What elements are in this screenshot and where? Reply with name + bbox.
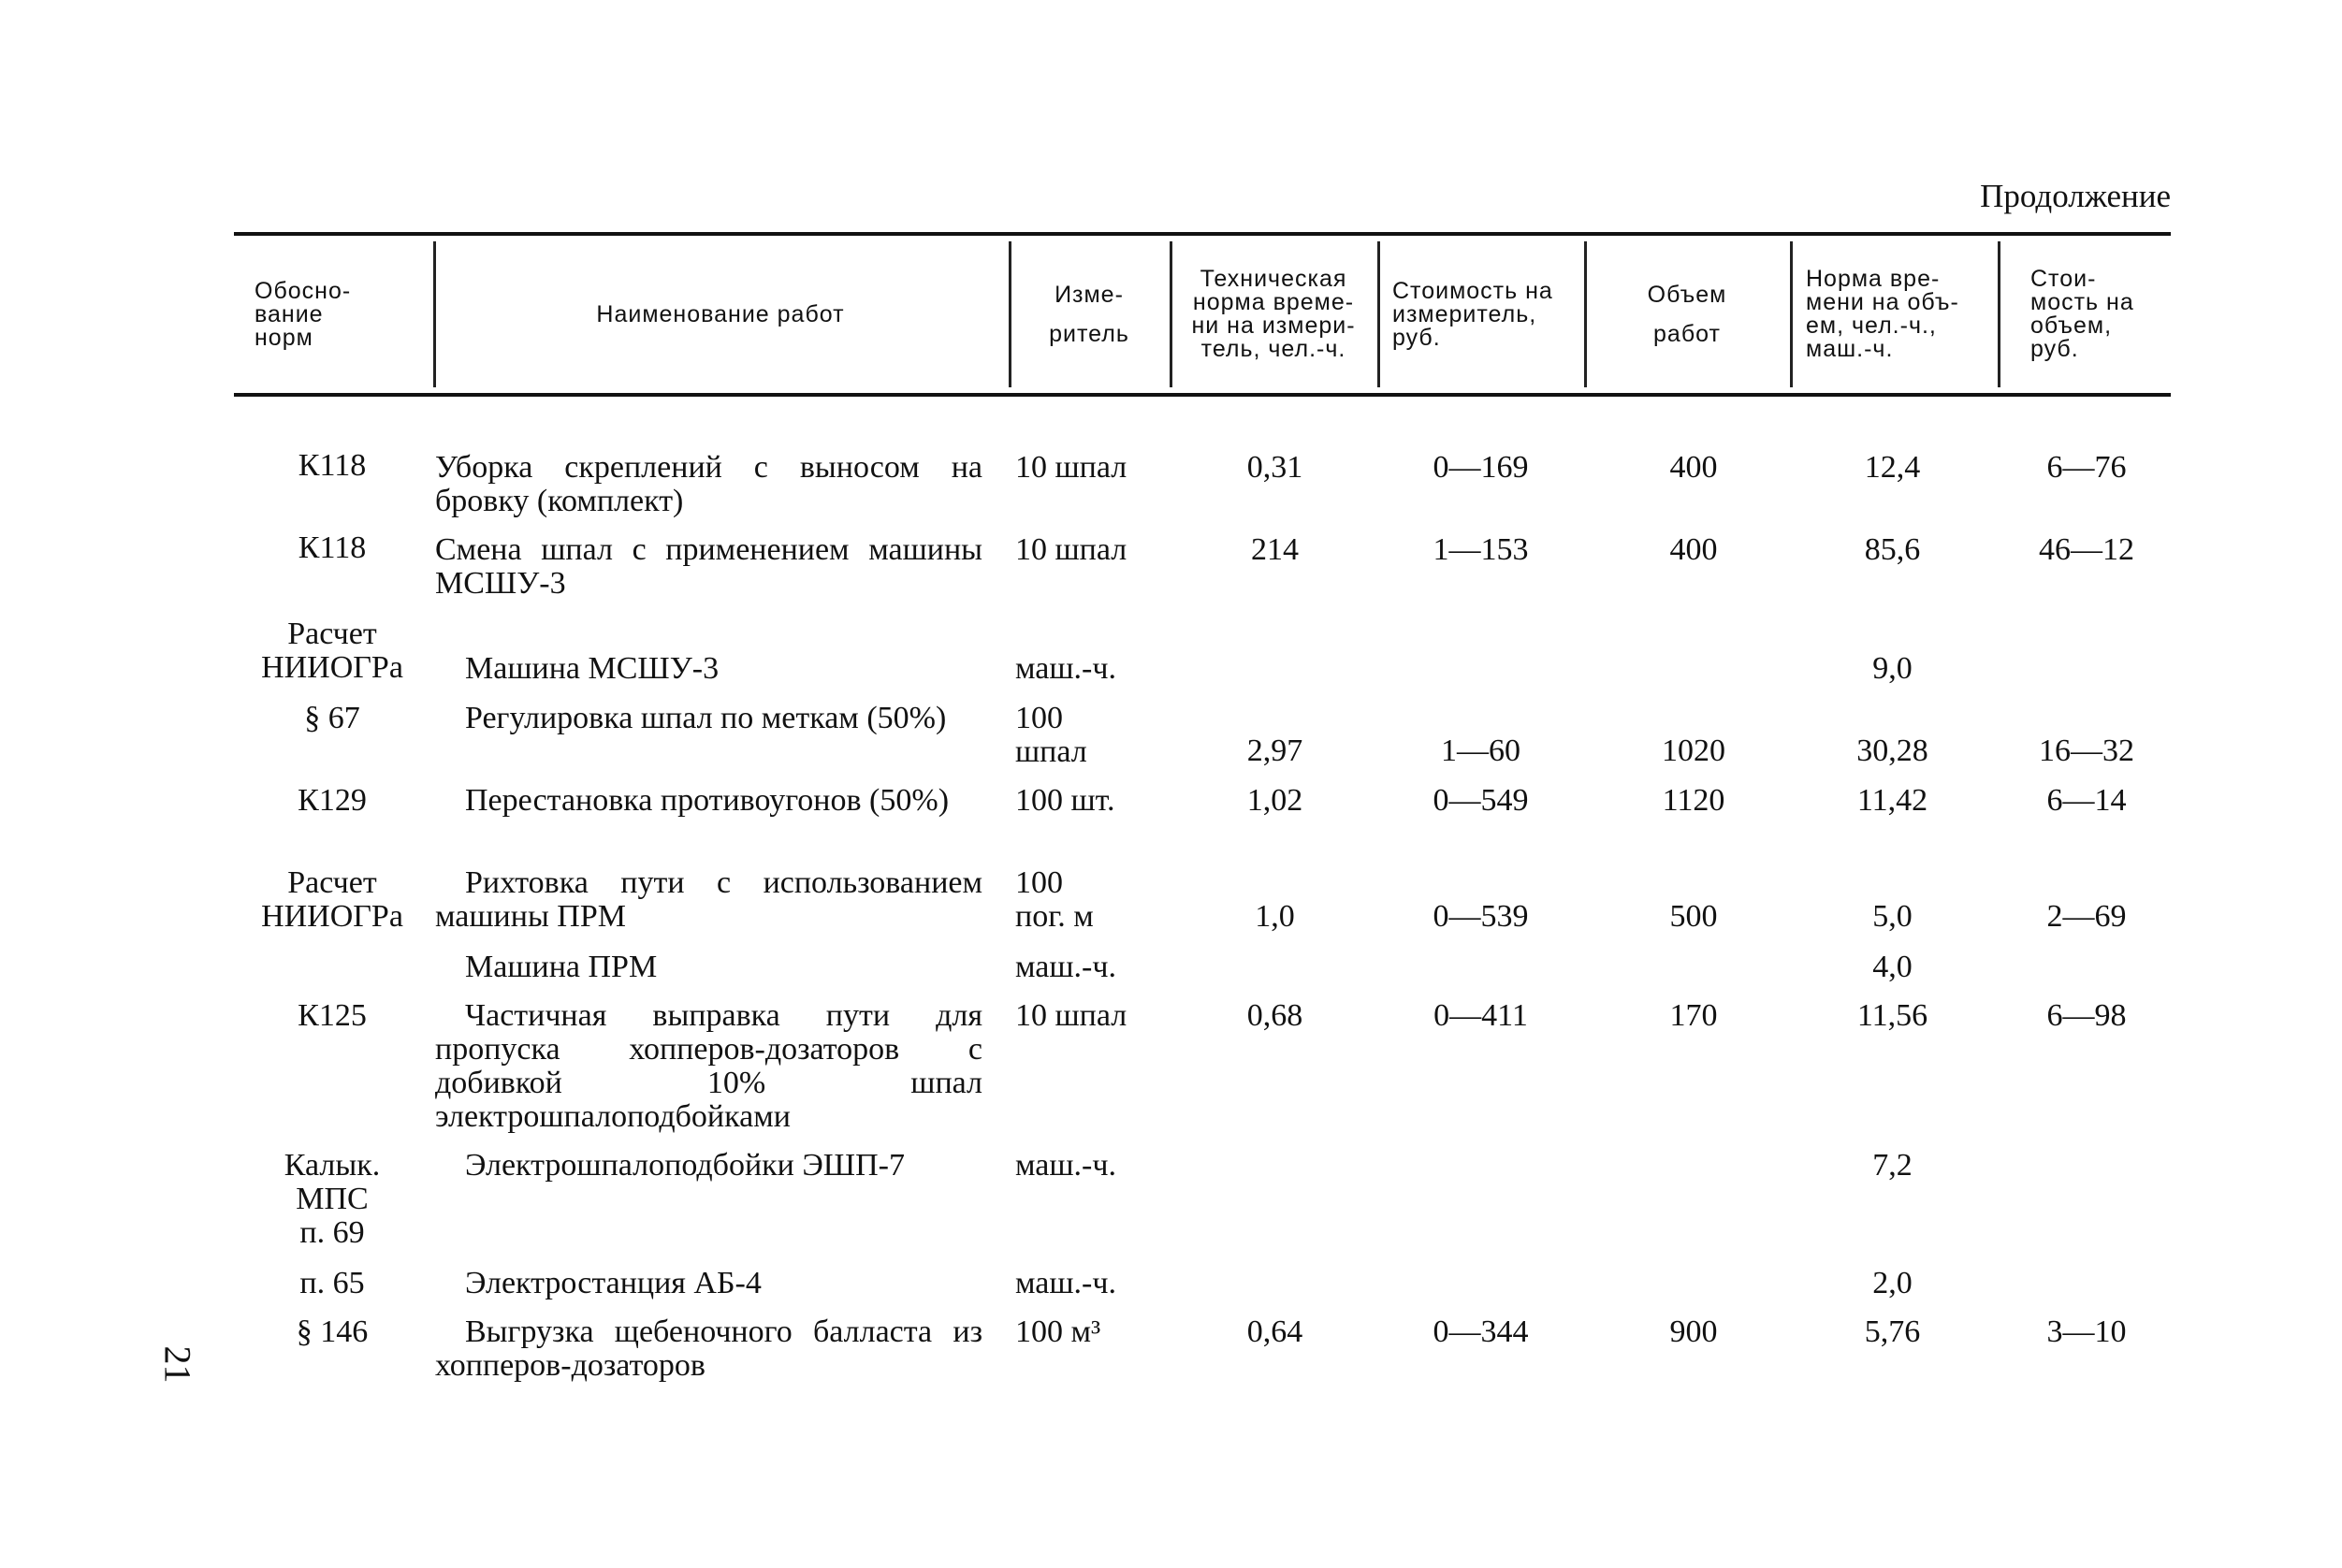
row-time-norm: 30,28	[1856, 733, 1928, 768]
header-cost-volume: Стои- мость на объем, руб.	[2030, 266, 2134, 362]
row-cost-per-unit: 0—169	[1433, 450, 1529, 485]
row-time-norm: 5,76	[1864, 1314, 1921, 1349]
row-time-norm: 7,2	[1872, 1148, 1913, 1183]
row-basis: К118	[298, 448, 367, 483]
row-time-norm: 2,0	[1872, 1266, 1913, 1300]
row-cost-per-unit: 0—539	[1433, 899, 1529, 934]
header-cost-per-unit: Стоимость на измеритель, руб.	[1392, 277, 1553, 351]
row-cost-volume: 2—69	[2046, 899, 2127, 934]
row-volume: 170	[1669, 998, 1718, 1033]
header-time-norm-volume: Норма вре- мени на объ- ем, чел.-ч., маш.-ч.	[1806, 266, 1959, 362]
row-unit: 10 шпал	[1015, 450, 1127, 485]
row-tech-norm: 2,97	[1246, 733, 1303, 768]
row-cost-volume: 16—32	[2039, 733, 2134, 768]
row-tech-norm: 214	[1251, 532, 1299, 567]
row-unit: 10 шпал	[1015, 532, 1127, 567]
row-tech-norm: 0,64	[1246, 1314, 1303, 1349]
header-unit: Изме- ритель	[1049, 281, 1129, 347]
row-basis: п. 65	[299, 1266, 365, 1300]
row-time-norm: 11,56	[1856, 998, 1928, 1033]
row-unit: маш.-ч.	[1015, 950, 1116, 984]
row-volume: 500	[1669, 899, 1718, 934]
table-top-rule	[234, 232, 2171, 236]
row-work-name: Рихтовка пути с использованием машины ПРМ	[435, 865, 982, 934]
header-volume: Объем работ	[1647, 281, 1727, 347]
row-work-name: Смена шпал с применением машины МСШУ-3	[435, 532, 982, 601]
row-unit: 100 м³	[1015, 1314, 1101, 1349]
header-bottom-rule	[234, 393, 2171, 397]
header-tech-norm: Техническая норма време- ни на измери- тель, чел.-ч.	[1191, 266, 1356, 362]
row-volume: 1120	[1662, 783, 1725, 818]
header-divider	[433, 241, 436, 387]
row-tech-norm: 0,31	[1246, 450, 1303, 485]
header-divider	[1790, 241, 1793, 387]
row-unit: маш.-ч.	[1015, 651, 1116, 686]
row-cost-per-unit: 0—549	[1433, 783, 1529, 818]
row-time-norm: 11,42	[1856, 783, 1928, 818]
row-unit: 100 шпал	[1015, 701, 1087, 769]
row-unit: 100 пог. м	[1015, 865, 1094, 934]
row-work-name: Частичная выправка пути для пропуска хопперов-дозаторов с добивкой 10% шпал электрошпалоподбойками	[435, 998, 982, 1134]
row-work-name: Выгрузка щебеночного балласта из хопперов-дозаторов	[435, 1314, 982, 1383]
header-basis: Обосно- вание норм	[255, 277, 352, 351]
header-divider	[1377, 241, 1380, 387]
row-cost-per-unit: 1—153	[1433, 532, 1529, 567]
header-divider	[1584, 241, 1587, 387]
row-time-norm: 9,0	[1872, 651, 1913, 686]
row-time-norm: 4,0	[1872, 950, 1913, 984]
row-work-name: Уборка скреплений с выносом на бровку (комплект)	[435, 450, 982, 518]
row-tech-norm: 1,02	[1246, 783, 1303, 818]
row-work-name: Машина МСШУ-3	[465, 651, 720, 686]
row-cost-volume: 6—14	[2046, 783, 2127, 818]
row-cost-volume: 46—12	[2039, 532, 2134, 567]
row-unit: маш.-ч.	[1015, 1148, 1116, 1183]
row-volume: 1020	[1662, 733, 1725, 768]
row-cost-volume: 6—98	[2046, 998, 2127, 1033]
row-cost-volume: 3—10	[2046, 1314, 2127, 1349]
row-basis: К125	[298, 998, 367, 1033]
page-number: 21	[156, 1345, 199, 1384]
row-basis: К118	[298, 530, 367, 565]
row-volume: 400	[1669, 532, 1718, 567]
row-basis: § 146	[296, 1314, 369, 1349]
row-cost-per-unit: 0—411	[1433, 998, 1528, 1033]
row-basis: Калык. МПС п. 69	[284, 1148, 381, 1250]
row-tech-norm: 1,0	[1255, 899, 1295, 934]
row-unit: 10 шпал	[1015, 998, 1127, 1033]
row-basis: § 67	[304, 701, 360, 735]
row-time-norm: 12,4	[1864, 450, 1921, 485]
row-time-norm: 85,6	[1864, 532, 1921, 567]
row-volume: 900	[1669, 1314, 1718, 1349]
continuation-label: Продолжение	[1980, 178, 2171, 214]
row-work-name: Перестановка противоугонов (50%)	[465, 783, 950, 818]
row-time-norm: 5,0	[1872, 899, 1913, 934]
row-basis: Расчет НИИОГРа	[261, 617, 403, 685]
row-cost-volume: 6—76	[2046, 450, 2127, 485]
row-unit: маш.-ч.	[1015, 1266, 1116, 1300]
header-divider	[1998, 241, 2000, 387]
row-work-name: Электростанция АБ-4	[465, 1266, 762, 1300]
row-tech-norm: 0,68	[1246, 998, 1303, 1033]
header-work-name: Наименование работ	[596, 300, 845, 327]
row-basis: Расчет НИИОГРа	[261, 865, 403, 934]
row-volume: 400	[1669, 450, 1718, 485]
row-work-name: Электрошпалоподбойки ЭШП-7	[465, 1148, 905, 1183]
header-divider	[1170, 241, 1172, 387]
row-unit: 100 шт.	[1015, 783, 1115, 818]
header-divider	[1009, 241, 1011, 387]
row-cost-per-unit: 0—344	[1433, 1314, 1529, 1349]
row-basis: К129	[298, 783, 367, 818]
row-cost-per-unit: 1—60	[1441, 733, 1520, 768]
row-work-name: Регулировка шпал по меткам (50%)	[465, 701, 947, 735]
row-work-name: Машина ПРМ	[465, 950, 658, 984]
